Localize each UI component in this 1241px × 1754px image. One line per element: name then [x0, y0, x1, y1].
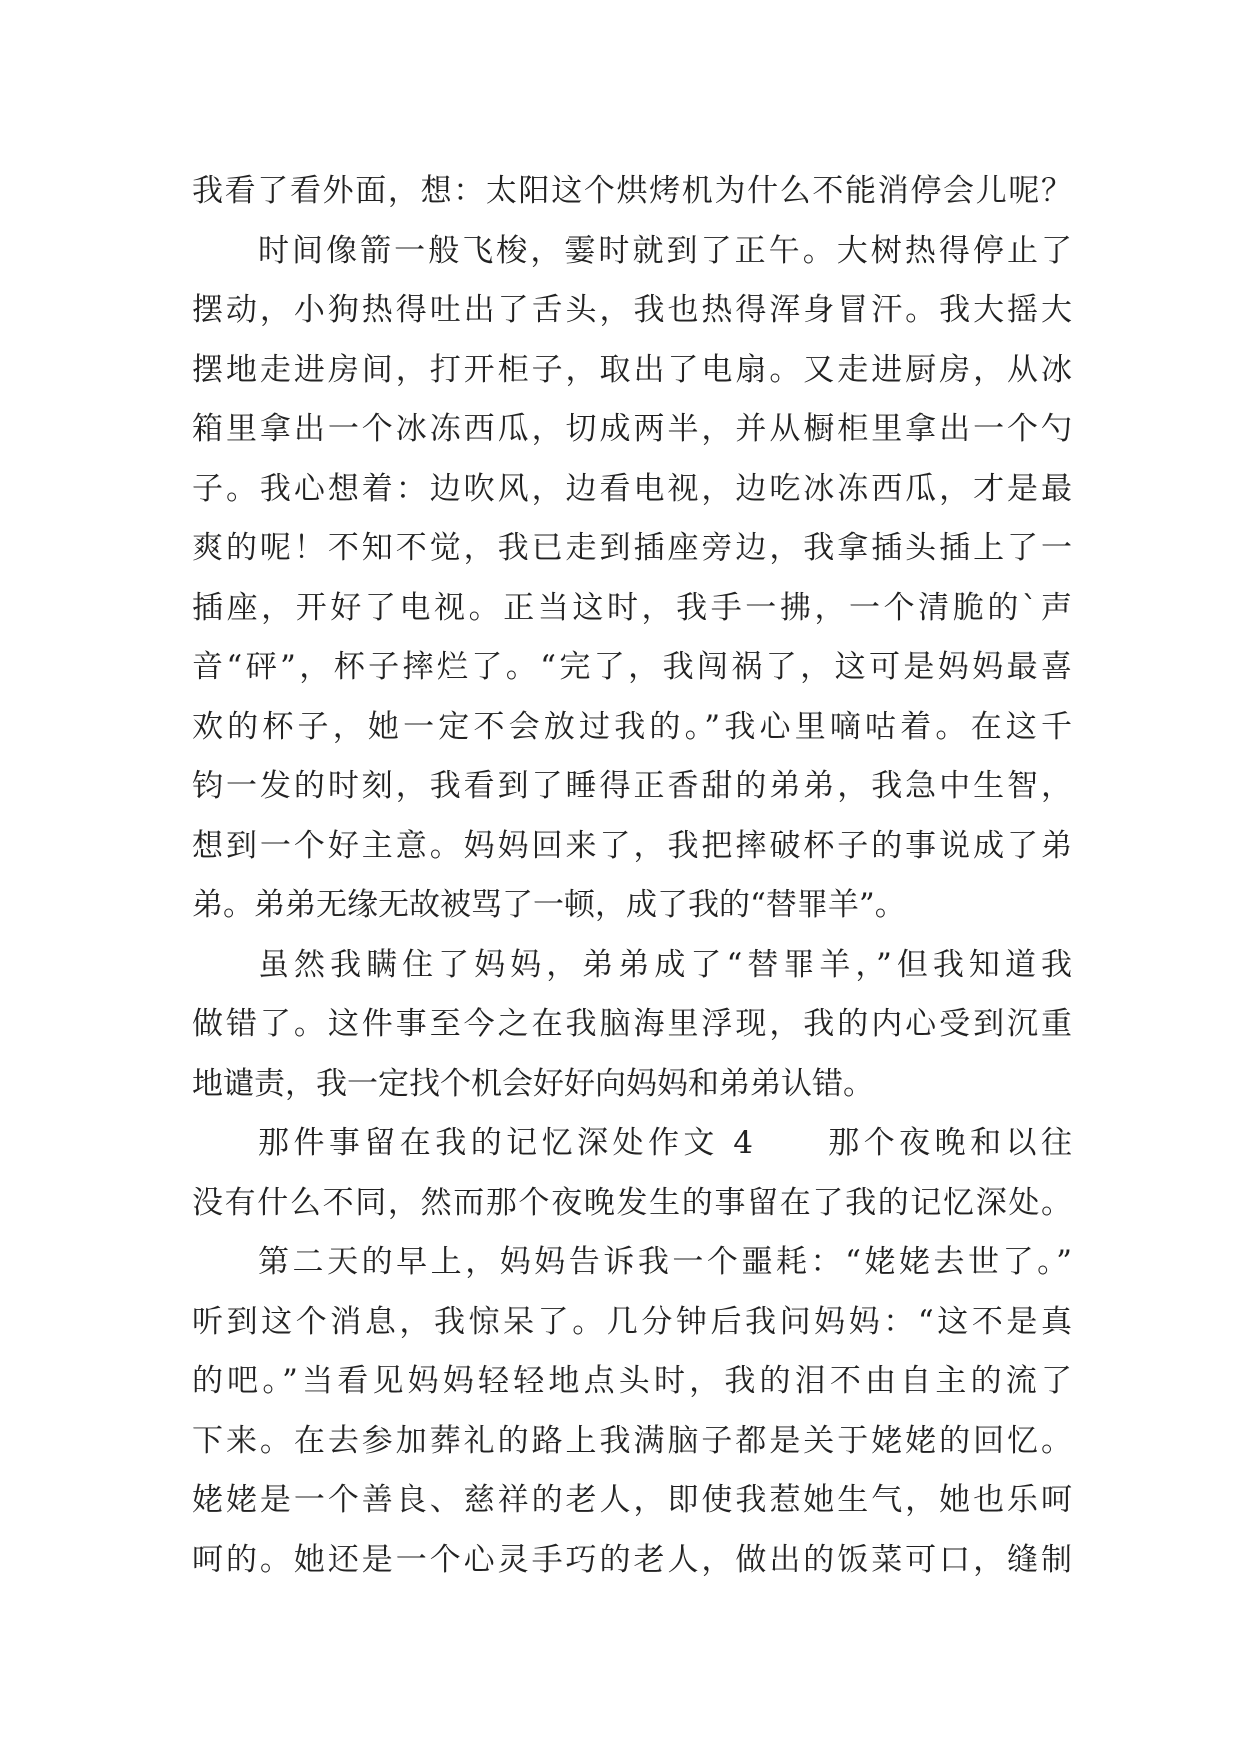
text-line: 的吧。”当看见妈妈轻轻地点头时，我的泪不由自主的流了: [192, 1363, 1072, 1399]
text-line: 没有什么不同，然而那个夜晚发生的事留在了我的记忆深处。: [192, 1184, 1072, 1221]
text-line: 箱里拿出一个冰冻西瓜，切成两半，并从橱柜里拿出一个勺: [192, 411, 1072, 447]
text-line: 摆地走进房间，打开柜子，取出了电扇。又走进厨房，从冰: [192, 351, 1072, 388]
text-line: 想到一个好主意。妈妈回来了，我把摔破杯子的事说成了弟: [192, 827, 1072, 864]
text-line: 爽的呢！不知不觉，我已走到插座旁边，我拿插头插上了一: [192, 530, 1072, 566]
text-line: 做错了。这件事至今之在我脑海里浮现，我的内心受到沉重: [192, 1006, 1072, 1042]
text-line: 第二天的早上，妈妈告诉我一个噩耗：“姥姥去世了。”: [258, 1244, 1072, 1280]
text-line: 呵的。她还是一个心灵手巧的老人，做出的饭菜可口，缝制: [192, 1541, 1072, 1578]
text-line: 地谴责，我一定找个机会好好向妈妈和弟弟认错。: [192, 1065, 874, 1102]
text-line: 我看了看外面，想：太阳这个烘烤机为什么不能消停会儿呢？: [192, 173, 1072, 209]
text-line: 听到这个消息，我惊呆了。几分钟后我问妈妈：“这不是真: [192, 1303, 1072, 1340]
text-line: 插座，开好了电视。正当这时，我手一拂，一个清脆的`声: [192, 589, 1072, 626]
text-line: 虽然我瞒住了妈妈，弟弟成了“替罪羊，”但我知道我: [258, 946, 1072, 983]
text-line: 音“砰”，杯子摔烂了。“完了，我闯祸了，这可是妈妈最喜: [192, 649, 1072, 685]
text-line: 弟。弟弟无缘无故被骂了一顿，成了我的“替罪羊”。: [192, 887, 906, 923]
body-text: [192, 162, 1072, 1590]
text-line: 那件事留在我的记忆深处作文 4 那个夜晚和以往: [258, 1125, 1072, 1161]
text-line: 子。我心想着：边吹风，边看电视，边吃冰冻西瓜，才是最: [192, 470, 1072, 507]
text-line: 摆动，小狗热得吐出了舌头，我也热得浑身冒汗。我大摇大: [192, 292, 1072, 328]
text-line: 钧一发的时刻，我看到了睡得正香甜的弟弟，我急中生智，: [192, 768, 1072, 804]
text-line: 时间像箭一般飞梭，霎时就到了正午。大树热得停止了: [258, 232, 1072, 269]
text-line: 欢的杯子，她一定不会放过我的。”我心里嘀咕着。在这千: [192, 708, 1072, 745]
text-line: 下来。在去参加葬礼的路上我满脑子都是关于姥姥的回忆。: [192, 1422, 1072, 1459]
text-line: 姥姥是一个善良、慈祥的老人，即使我惹她生气，她也乐呵: [192, 1482, 1072, 1518]
